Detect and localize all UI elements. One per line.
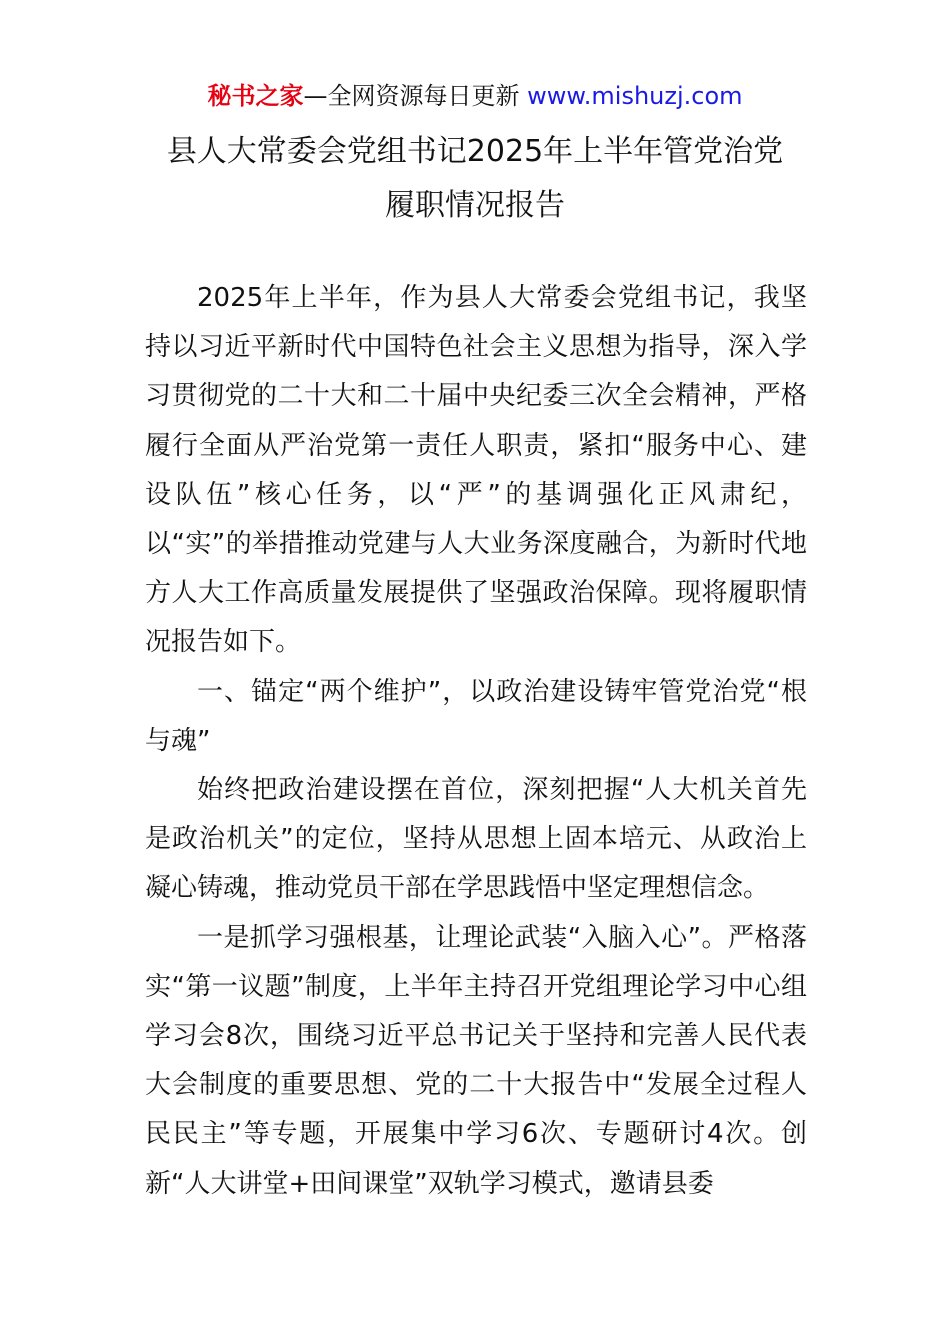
section-paragraph: 始终把政治建设摆在首位，深刻把握“人大机关首先是政治机关”的定位，坚持从思想上固本培元、从政治上凝心铸魂，推动党员干部在学思践悟中坚定理想信念。 xyxy=(145,775,807,904)
document-title xyxy=(100,125,850,233)
document-body xyxy=(145,274,807,1209)
slogan: —全网资源每日更新 xyxy=(303,82,528,110)
title-line-1: 县人大常委会党组书记2025年上半年管党治党 xyxy=(166,134,784,169)
point-paragraph: 一是抓学习强根基，让理论武装“入脑入心”。严格落实“第一议题”制度，上半年主持召开党组理论学习中心组学习会8次，围绕习近平总书记关于坚持和完善人民代表大会制度的重要思想、党的二十大报告中“发展全过程人民民主”等专题，开展集中学习6次、专题研讨4次。创新“人大讲堂+田间课堂”双轨学习模式，邀请县委 xyxy=(145,922,807,1199)
title-line-2: 履职情况报告 xyxy=(385,188,565,223)
intro-paragraph: 2025年上半年，作为县人大常委会党组书记，我坚持以习近平新时代中国特色社会主义思想为指导，深入学习贯彻党的二十大和二十届中央纪委三次全会精神，严格履行全面从严治党第一责任人职责，紧扣“服务中心、建设队伍”核心任务，以“严”的基调强化正风肃纪，以“实”的举措推动党建与人大业务深度融合，为新时代地方人大工作高质量发展提供了坚强政治保障。现将履职情况报告如下。 xyxy=(145,283,807,658)
site-url[interactable]: www.mishuzj.com xyxy=(527,82,743,110)
section-heading-1: 一、锚定“两个维护”，以政治建设铸牢管党治党“根与魂” xyxy=(145,676,807,756)
brand-name: 秘书之家 xyxy=(207,82,304,110)
site-banner xyxy=(0,78,950,114)
